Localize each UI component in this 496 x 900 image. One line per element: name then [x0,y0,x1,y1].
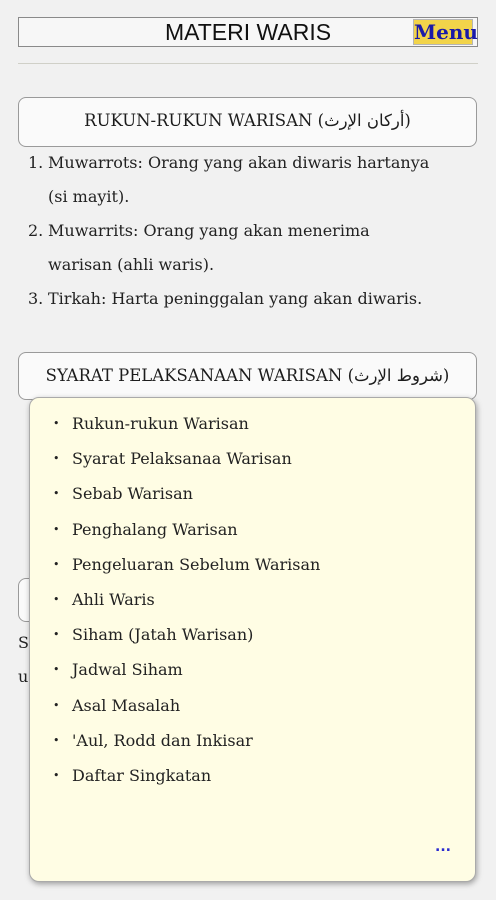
list-item-number: 2. [28,221,44,240]
obscured-text-fragment: u [18,667,29,686]
menu-item-jadwal-siham[interactable] [46,652,320,687]
menu-item-penghalang[interactable] [46,512,320,547]
bullet-icon: • [53,768,60,782]
menu-item-label: Sebab Warisan [72,484,193,504]
menu-button[interactable]: Menu [414,20,478,44]
menu-item-label: Syarat Pelaksanaa Warisan [72,449,292,469]
rukun-list [28,146,478,316]
menu-item-ahli-waris[interactable] [46,582,320,617]
menu-item-label: Asal Masalah [72,695,181,715]
bullet-icon: • [53,698,60,712]
menu-item-syarat[interactable] [46,441,320,476]
list-item-text [48,214,370,282]
list-item-line: (si mayit). [48,187,130,206]
bullet-icon: • [53,452,60,466]
navigation-popup-menu [29,397,476,882]
bullet-icon: • [53,557,60,571]
more-options-button[interactable]: ... [435,839,451,855]
list-item-line: Muwarrots: Orang yang akan diwaris hartanya [48,153,430,172]
header-divider [18,63,478,64]
menu-item-rukun[interactable] [46,406,320,441]
menu-item-siham[interactable] [46,617,320,652]
menu-item-label: Penghalang Warisan [72,519,238,539]
page-title: MATERI WARIS [164,19,332,45]
bullet-icon: • [53,733,60,747]
section-heading-rukun: RUKUN-RUKUN WARISAN (أركان الإرث) [18,97,477,147]
menu-item-aul[interactable] [46,723,320,758]
list-item-text [48,282,422,316]
list-item [28,282,478,316]
app-header [18,17,478,47]
menu-item-asal-masalah[interactable] [46,688,320,723]
list-item-line: Muwarrits: Orang yang akan menerima [48,221,370,240]
bullet-icon: • [53,663,60,677]
list-item [28,214,478,282]
bullet-icon: • [53,417,60,430]
bullet-icon: • [53,592,60,606]
menu-item-label: Rukun-rukun Warisan [72,414,249,433]
bullet-icon: • [53,487,60,501]
menu-item-label: Daftar Singkatan [72,765,212,785]
menu-item-sebab[interactable] [46,476,320,511]
menu-item-pengeluaran[interactable] [46,547,320,582]
list-item-number: 3. [28,289,44,308]
menu-item-label: Siham (Jatah Warisan) [72,625,254,645]
popup-menu-list [46,406,320,793]
list-item-text [48,146,429,214]
menu-item-label: Ahli Waris [72,589,155,609]
section-heading-syarat: SYARAT PELAKSANAAN WARISAN (شروط الإرث) [18,352,477,400]
list-item-line: Tirkah: Harta peninggalan yang akan diwaris. [48,289,423,308]
list-item [28,146,478,214]
menu-item-label: 'Aul, Rodd dan Inkisar [72,730,253,750]
obscured-text-fragment: S [18,633,29,652]
menu-item-label: Jadwal Siham [72,660,183,680]
list-item-number: 1. [28,153,44,172]
list-item-line: warisan (ahli waris). [48,255,215,274]
menu-item-label: Pengeluaran Sebelum Warisan [72,554,321,574]
menu-item-singkatan[interactable] [46,758,320,793]
bullet-icon: • [53,628,60,642]
bullet-icon: • [53,522,60,536]
